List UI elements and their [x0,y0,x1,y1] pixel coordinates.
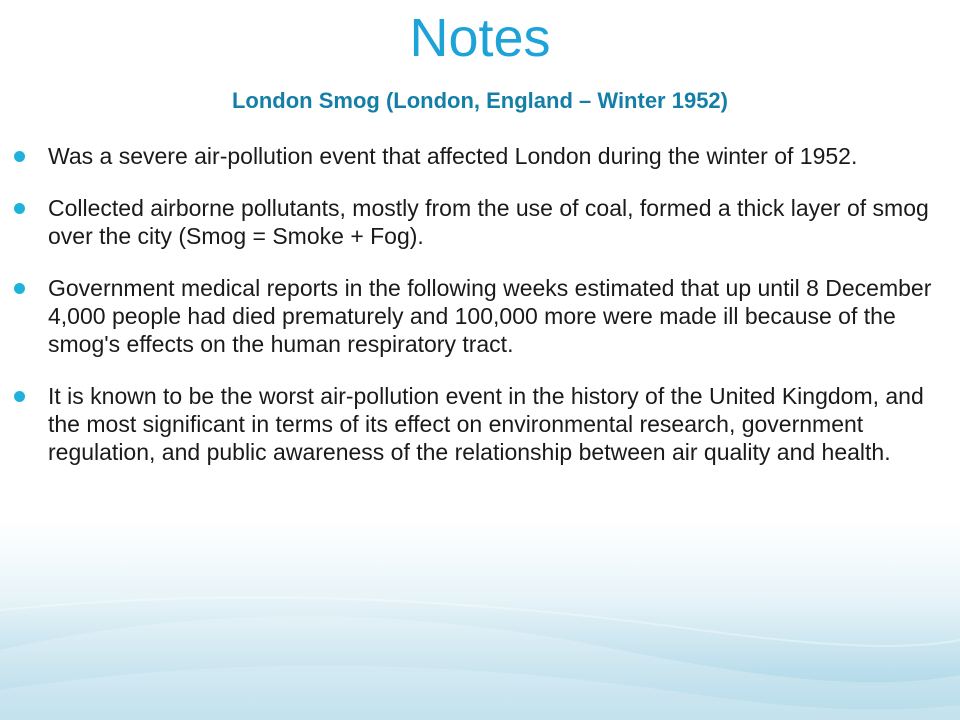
bullet-item [14,274,944,358]
bullet-dot-icon [14,283,25,294]
bullet-list [14,142,944,490]
bullet-item [14,142,944,170]
bullet-dot-icon [14,203,25,214]
bullet-text: Was a severe air-pollution event that affected London during the winter of 1952. [48,143,858,169]
bullet-text: Collected airborne pollutants, mostly from the use of coal, formed a thick layer of smog over the city (Smog = Smoke + Fog). [48,195,929,249]
bullet-text: Government medical reports in the following weeks estimated that up until 8 December 4,000 people had died prematurely and 100,000 more were made ill because of the smog's effects on the human respiratory tract. [48,275,932,357]
bullet-item [14,194,944,250]
bullet-dot-icon [14,391,25,402]
slide-subtitle: London Smog (London, England – Winter 1952) [231,88,728,113]
slide-title: Notes [409,8,551,68]
bullet-dot-icon [14,151,25,162]
bullet-text: It is known to be the worst air-pollution event in the history of the United Kingdom, and the most significant in terms of its effect on environmental research, government regulation, and public awareness of the relationship between air quality and health. [48,383,924,465]
bullet-item [14,382,944,466]
